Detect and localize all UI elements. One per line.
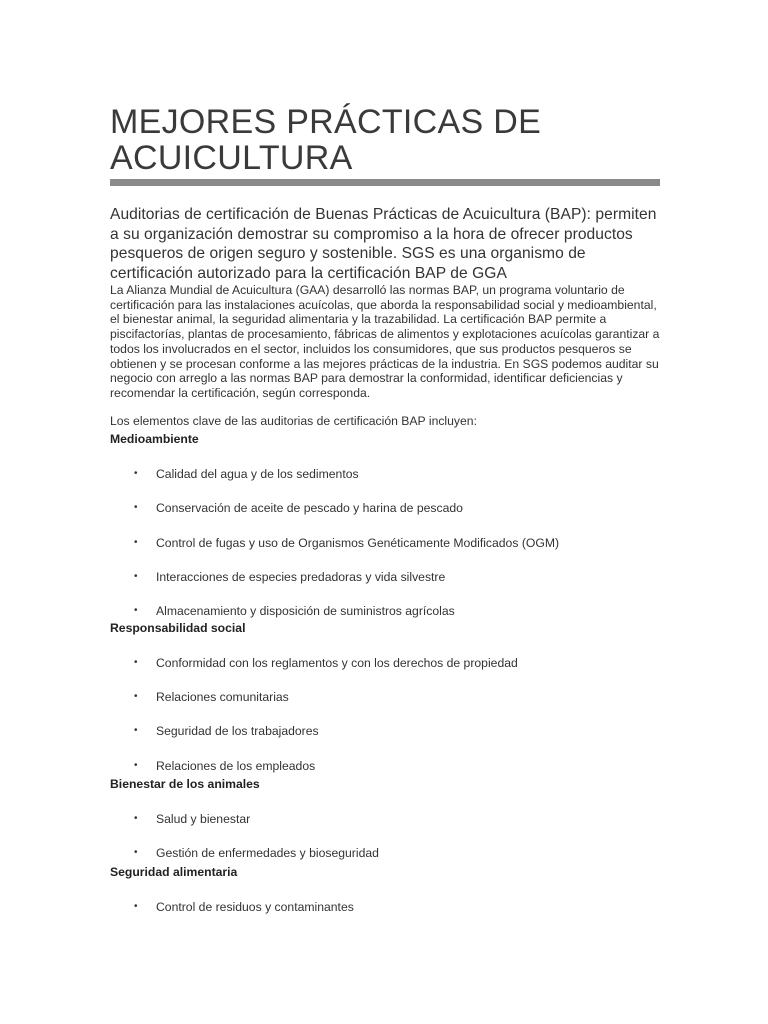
list-item	[110, 656, 660, 671]
bullet-icon: •	[134, 900, 138, 912]
list-item	[110, 812, 660, 827]
list-item	[110, 570, 660, 585]
bullet-icon: •	[134, 570, 138, 582]
sections	[110, 432, 660, 914]
list-item	[110, 536, 660, 551]
list-item-label: Conformidad con los reglamentos y con los derechos de propiedad	[156, 655, 518, 670]
bullet-icon: •	[134, 605, 138, 617]
bullet-icon: •	[134, 536, 138, 548]
list-item-label: Seguridad de los trabajadores	[156, 724, 319, 739]
lead-paragraph: Auditorias de certificación de Buenas Prácticas de Acuicultura (BAP): permiten a su organización demostrar su compromiso a la hora de ofrecer productos pesqueros de origen seguro y sostenible. SGS es una organismo de certificación autorizado para la certificación BAP de GGA	[110, 206, 657, 282]
bullet-icon: •	[134, 690, 138, 702]
bullet-icon: •	[134, 468, 138, 480]
bullet-list	[110, 812, 660, 861]
bullet-icon: •	[134, 656, 138, 668]
list-item	[110, 724, 660, 739]
bullet-icon: •	[134, 502, 138, 514]
list-item	[110, 759, 660, 774]
intro-line: Los elementos clave de las auditorias de certificación BAP incluyen:	[110, 413, 477, 428]
list-item-label: Conservación de aceite de pescado y harina de pescado	[156, 501, 463, 516]
document-page	[110, 104, 660, 914]
list-item	[110, 690, 660, 705]
bullet-list	[110, 900, 660, 915]
body-paragraph: La Alianza Mundial de Acuicultura (GAA) desarrolló las normas BAP, un programa voluntario de certificación para las instalaciones acuícolas, que aborda la responsabilidad social y medioambiental, el bienestar animal, la seguridad alimentaria y la trazabilidad. La certificación BAP permite a piscifactorías, plantas de procesamiento, fábricas de alimentos y explotaciones acuícolas garantizar a todos los involucrados en el sector, incluidos los consumidores, que sus productos pesqueros se obtienen y se procesan conforme a las mejores prácticas de la industria. En SGS podemos auditar su negocio con arreglo a las normas BAP para demostrar la conformidad, identificar deficiencias y recomendar la certificación, según corresponda.	[110, 283, 660, 400]
title-rule	[110, 179, 660, 186]
bullet-list	[110, 656, 660, 774]
list-item	[110, 604, 660, 619]
document-title: MEJORES PRÁCTICAS DE ACUICULTURA	[110, 103, 542, 177]
list-item	[110, 846, 660, 861]
list-item-label: Relaciones de los empleados	[156, 758, 316, 773]
list-item-label: Interacciones de especies predadoras y vida silvestre	[156, 569, 446, 584]
list-item	[110, 501, 660, 516]
list-item-label: Control de fugas y uso de Organismos Genéticamente Modificados (OGM)	[156, 535, 560, 550]
list-item-label: Control de residuos y contaminantes	[156, 899, 354, 914]
list-item-label: Relaciones comunitarias	[156, 689, 289, 704]
bullet-icon: •	[134, 725, 138, 737]
list-item-label: Calidad del agua y de los sedimentos	[156, 467, 359, 482]
list-item	[110, 900, 660, 915]
section-heading: Seguridad alimentaria	[110, 864, 238, 879]
section-heading: Medioambiente	[110, 432, 199, 447]
list-item-label: Salud y bienestar	[156, 811, 251, 826]
list-item-label: Almacenamiento y disposición de suministros agrícolas	[156, 604, 455, 619]
list-item	[110, 467, 660, 482]
bullet-icon: •	[134, 812, 138, 824]
list-item-label: Gestión de enfermedades y bioseguridad	[156, 846, 379, 861]
bullet-icon: •	[134, 759, 138, 771]
section-heading: Responsabilidad social	[110, 620, 246, 635]
bullet-list	[110, 467, 660, 619]
bullet-icon: •	[134, 847, 138, 859]
section-heading: Bienestar de los animales	[110, 777, 260, 792]
